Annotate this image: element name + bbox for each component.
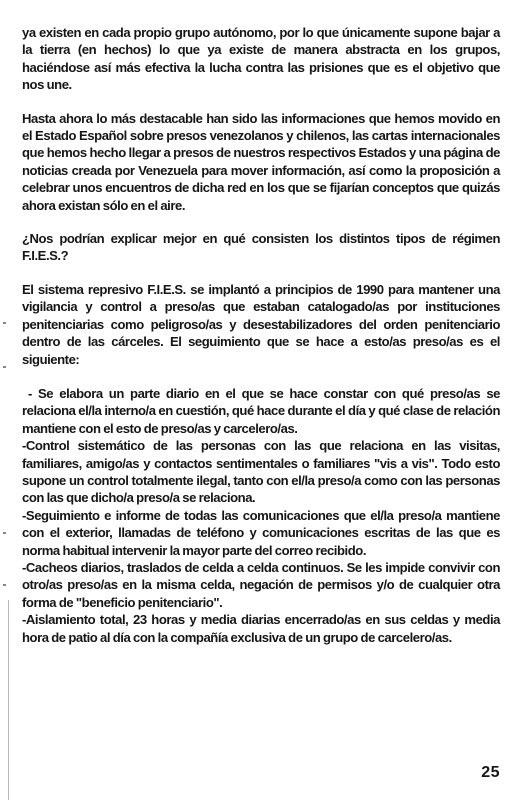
- list-item: -Aislamiento total, 23 horas y media diarias encerrado/as en sus celdas y media hora de patio al día con la compañía exclusiva de un grupo de carcelero/as.: [22, 612, 500, 645]
- question-heading: ¿Nos podrían explicar mejor en qué consisten los distintos tipos de régimen F.I.E.S.?: [22, 231, 500, 264]
- page-number: 25: [481, 764, 500, 781]
- paragraph-achievements: Hasta ahora lo más destacable han sido las informaciones que hemos movido en el Estado Español sobre presos venezolanos y chilenos, las cartas internacionales que hemos hecho llegar a presos de nuestros respectivos Estados y una página de noticias creada por Venezuela para mover información, así como la proposición a celebrar unos encuentros de dicha red en los que se fijarían conceptos que quizás ahora existan sólo en el aire.: [22, 110, 500, 213]
- paragraph-fies-system: El sistema represivo F.I.E.S. se implantó a principios de 1990 para mantener una vigilancia y control a preso/as que estaban catalogado/as por instituciones penitenciarias como peligroso/as y desestabilizadores del orden penitenciario dentro de las cárceles. El seguimiento que se hace a esto/as preso/as es el siguiente:: [22, 281, 500, 367]
- scan-margin-mark: [3, 366, 6, 368]
- scan-margin-line: [8, 600, 9, 800]
- scan-margin-mark: [3, 532, 6, 534]
- list-item: - Se elabora un parte diario en el que se hace constar con qué preso/as se relaciona el/la interno/a en cuestión, qué hace durante el día y qué clase de relación mantiene con el esto de preso/as y carcelero/as.: [22, 385, 500, 436]
- paragraph-intro: ya existen en cada propio grupo autónomo, por lo que únicamente supone bajar a la tierra (en hechos) lo que ya existe de manera abstracta en los grupos, haciéndose así más efectiva la lucha contra las prisiones que es el objetivo que nos une.: [22, 25, 500, 93]
- scan-margin-mark: [3, 322, 6, 324]
- list-item: -Seguimiento e informe de todas las comunicaciones que el/la preso/a mantiene con el exterior, llamadas de teléfono y comunicaciones escritas de las que es norma habitual intervenir la mayor parte del correo recibido.: [22, 507, 500, 558]
- list-item: -Control sistemático de las personas con las que relaciona en las visitas, familiares, amigo/as y contactos sentimentales o familiares "vis a vis". Todo esto supone un control totalmente ilegal, tanto con el/la preso/a como con las personas con las que dicho/a preso/a se relaciona.: [22, 438, 500, 506]
- list-item: -Cacheos diarios, traslados de celda a celda continuos. Se les impide convivir con otro/as preso/as en la misma celda, negación de permisos y/o de cualquier otra forma de "beneficio penitenciario".: [22, 559, 500, 610]
- document-page: [22, 24, 500, 646]
- scan-margin-mark: [3, 584, 6, 586]
- measures-list: [22, 385, 500, 646]
